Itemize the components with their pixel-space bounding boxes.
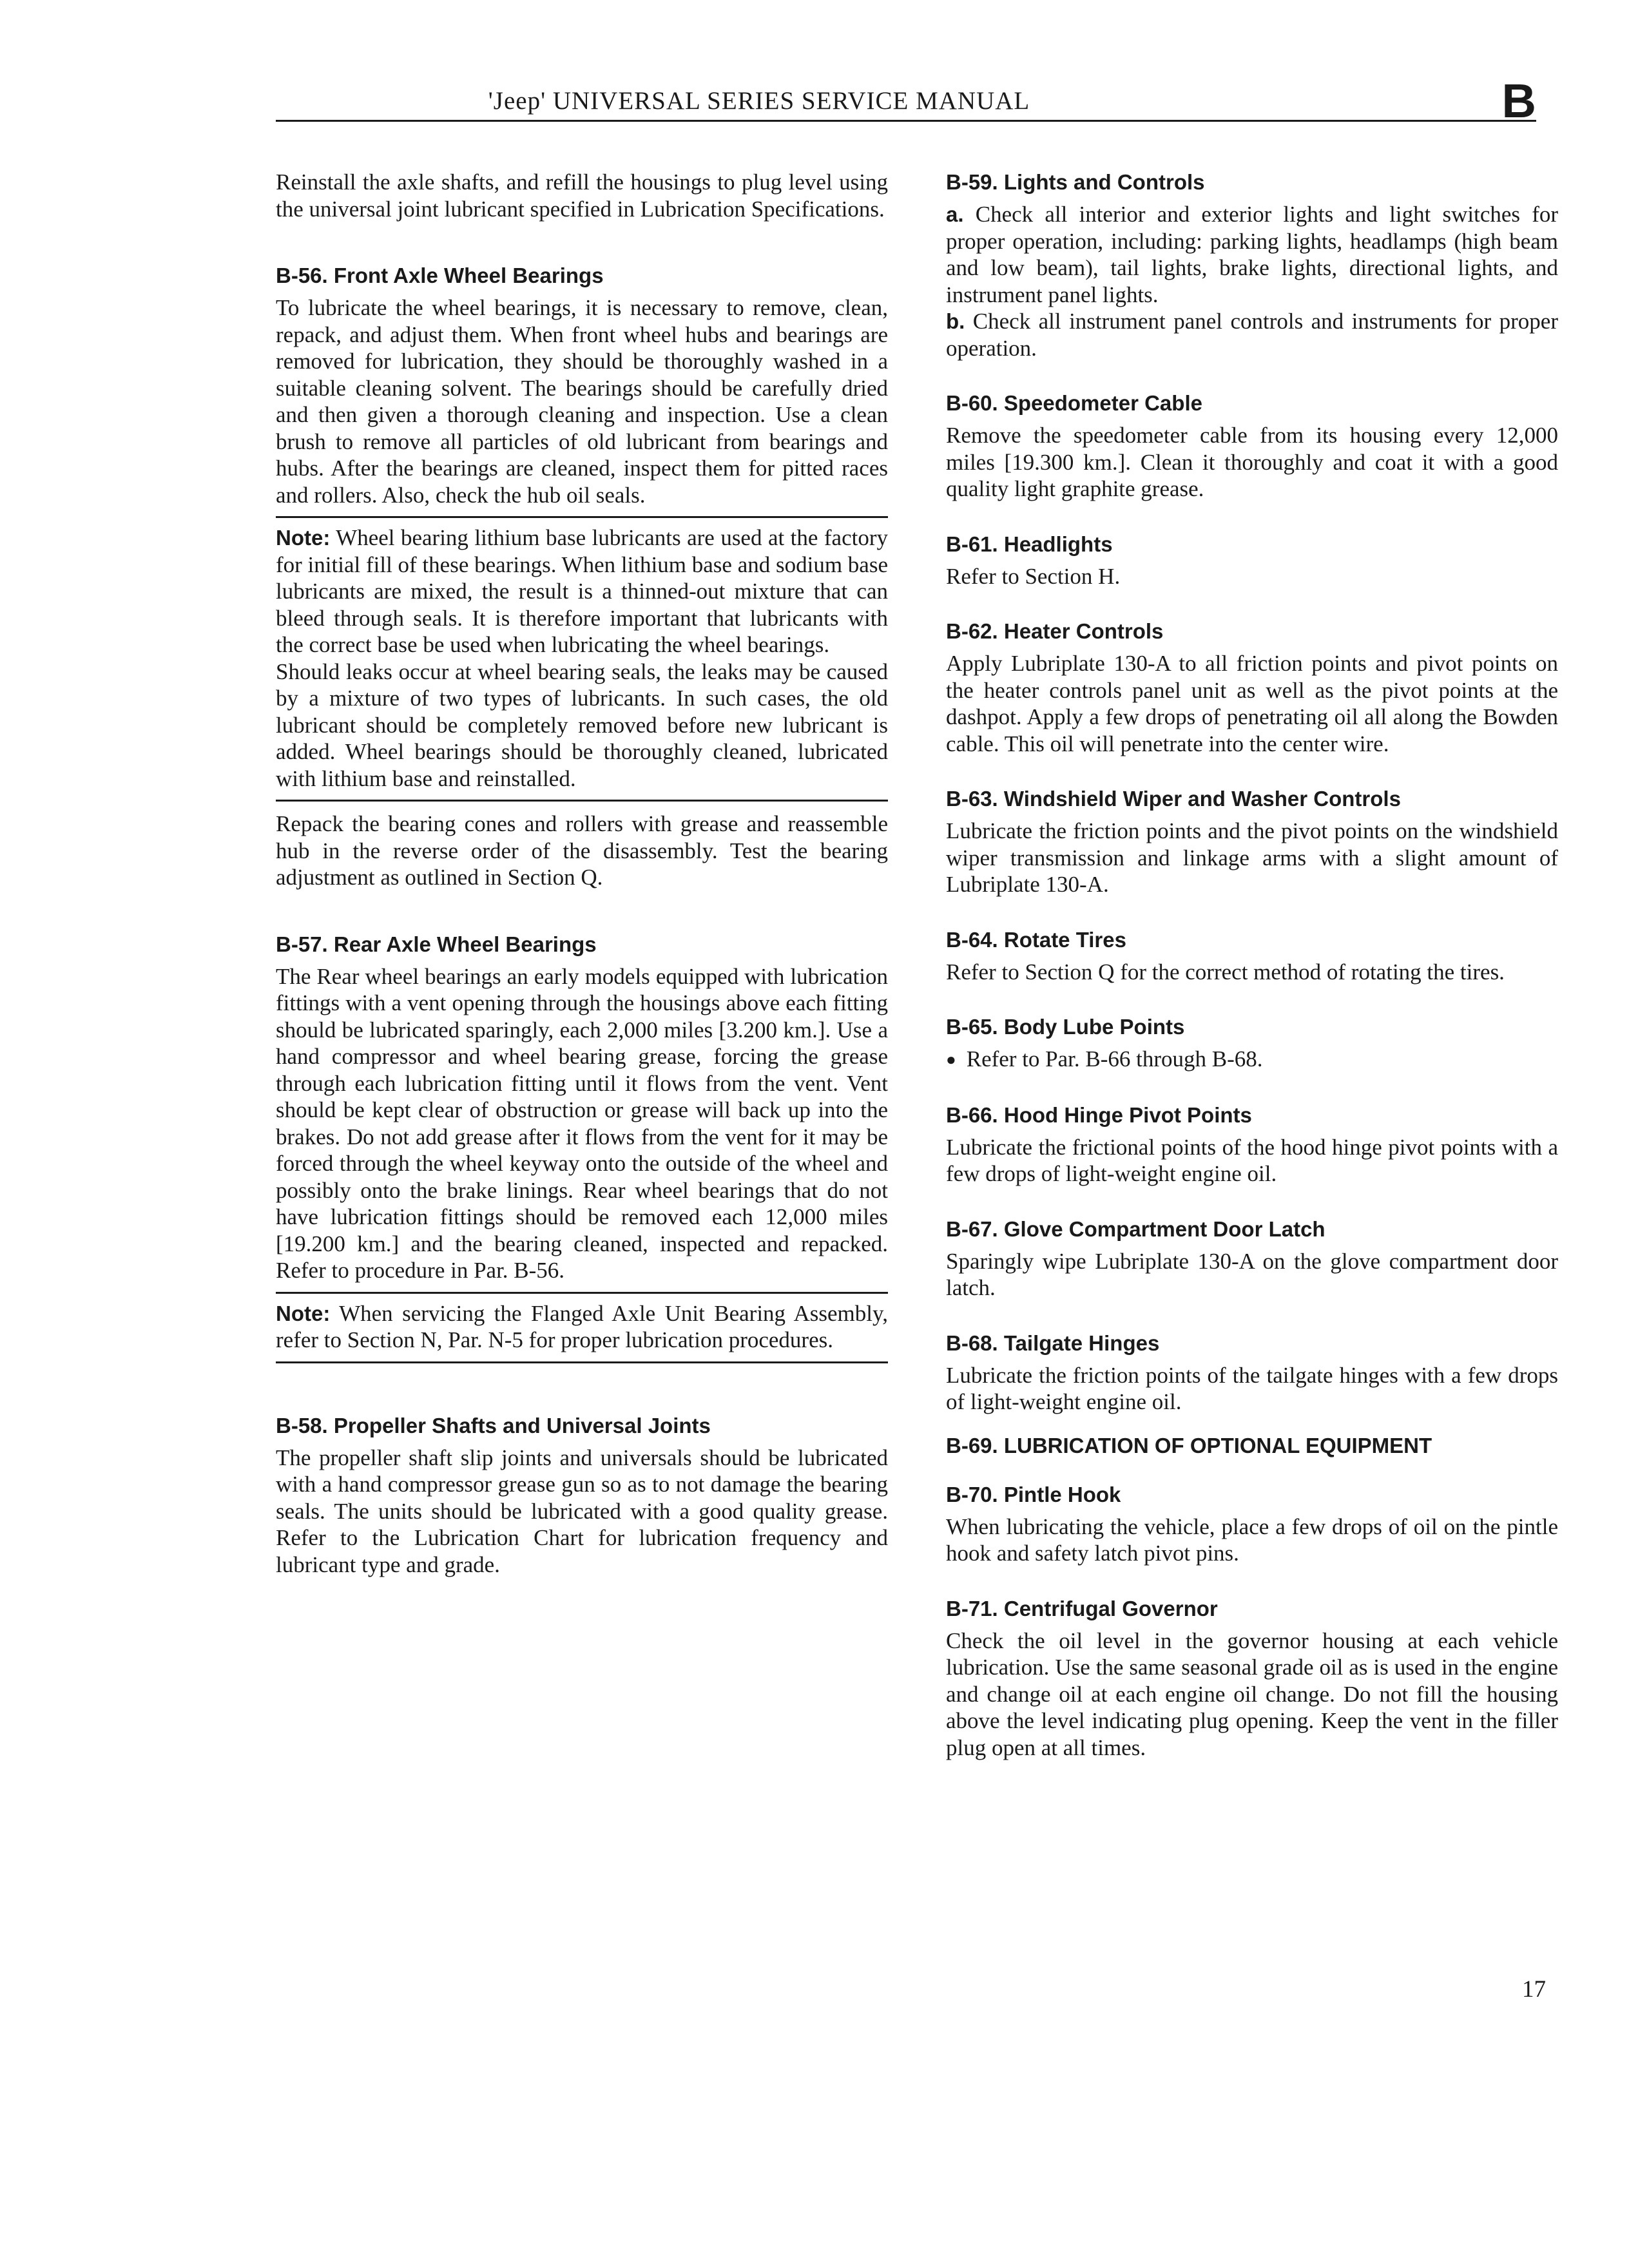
section-letter: B [1501, 74, 1536, 128]
manual-title: 'Jeep' UNIVERSAL SERIES SERVICE MANUAL [488, 87, 1030, 115]
body-b65-text: Refer to Par. B-66 through B-68. [966, 1046, 1263, 1072]
item-label-a: a. [946, 202, 964, 226]
bullet-icon: ● [946, 1050, 956, 1069]
body-b62: Apply Lubriplate 130-A to all friction points and pivot points on the heater controls panel unit as well as the pivot points at the dashpot. Apply a few drops of penetrating oil all along the Bowden cable. This oil will penetrate into the center wire. [946, 651, 1558, 756]
b59-item-a-text: Check all interior and exterior lights and light switches for proper operation, including: parking lights, headlamps (high beam and low beam), tail lights, brake lights, directional lights, and instrument panel lights. [946, 202, 1559, 307]
right-column [946, 169, 1558, 1761]
heading-b57: B-57. Rear Axle Wheel Bearings [276, 932, 597, 956]
body-b56: To lubricate the wheel bearings, it is necessary to remove, clean, repack, and adjust them. When front wheel hubs and bearings are removed for lubrication, they should be thoroughly washed in a suitable cleaning solvent. The bearings should be carefully dried and then given a thorough cleaning and inspection. Use a clean brush to remove all particles of old lubricant from bearings and hubs. After the bearings are cleaned, inspect them for pitted races and rollers. Also, check the hub oil seals. [276, 295, 888, 508]
heading-b62: B-62. Heater Controls [946, 619, 1164, 643]
body-b66: Lubricate the frictional points of the hood hinge pivot points with a few drops of light-weight engine oil. [946, 1134, 1558, 1186]
b59-item-a [946, 201, 1558, 308]
b59-item-b [946, 308, 1558, 361]
body-b60: Remove the speedometer cable from its housing every 12,000 miles [19.300 km.]. Clean it thoroughly and coat it with a good quality light graphite grease. [946, 423, 1558, 501]
body-b68: Lubricate the friction points of the tailgate hinges with a few drops of light-weight engine oil. [946, 1362, 1558, 1414]
note-box-b57 [276, 1292, 888, 1363]
b59-item-b-text: Check all instrument panel controls and instruments for proper operation. [946, 309, 1558, 361]
note-b56-p2: Should leaks occur at wheel bearing seals, the leaks may be caused by a mixture of two types of lubricants. In such cases, the old lubricant should be completely removed before new lubricant is added. Wheel bearings should be thoroughly cleaned, lubricated with lithium base and reinstalled. [276, 658, 888, 791]
note-b57-p1 [276, 1300, 888, 1354]
heading-b69: B-69. LUBRICATION OF OPTIONAL EQUIPMENT [946, 1433, 1432, 1457]
heading-b68: B-68. Tailgate Hinges [946, 1331, 1160, 1355]
heading-b61: B-61. Headlights [946, 532, 1113, 556]
heading-b59: B-59. Lights and Controls [946, 170, 1205, 194]
heading-b56: B-56. Front Axle Wheel Bearings [276, 264, 604, 287]
body-b65 [946, 1046, 1558, 1073]
heading-b65: B-65. Body Lube Points [946, 1015, 1185, 1039]
heading-b67: B-67. Glove Compartment Door Latch [946, 1216, 1325, 1241]
left-column [276, 169, 888, 1578]
note-box-b56 [276, 516, 888, 802]
heading-b64: B-64. Rotate Tires [946, 927, 1126, 952]
heading-b66: B-66. Hood Hinge Pivot Points [946, 1102, 1252, 1127]
note-label: Note: [276, 1301, 331, 1325]
page-header [276, 74, 1536, 128]
body-b61: Refer to Section H. [946, 563, 1121, 589]
heading-b58: B-58. Propeller Shafts and Universal Joints [276, 1413, 711, 1437]
heading-b71: B-71. Centrifugal Governor [946, 1596, 1218, 1620]
note-b56-p1 [276, 524, 888, 658]
body-b64: Refer to Section Q for the correct method of rotating the tires. [946, 959, 1505, 985]
item-label-b: b. [946, 309, 965, 333]
note-b56-text: Wheel bearing lithium base lubricants are used at the factory for initial fill of these bearings. When lithium base and sodium base lubricants are mixed, the result is a thinned-out mixture that can bleed through seals. It is therefore important that lubricants with the correct base be used when lubricating the wheel bearings. [276, 525, 888, 657]
body-b67: Sparingly wipe Lubriplate 130-A on the glove compartment door latch. [946, 1248, 1558, 1300]
body-b70: When lubricating the vehicle, place a few drops of oil on the pintle hook and safety latch pivot pins. [946, 1514, 1558, 1566]
page-number: 17 [1522, 1976, 1546, 2003]
header-rule [276, 120, 1536, 122]
body-b58: The propeller shaft slip joints and universals should be lubricated with a hand compressor grease gun so as to not damage the bearing seals. The units should be lubricated with a good quality grease. Refer to the Lubrication Chart for lubrication frequency and lubricant type and grade. [276, 1445, 888, 1577]
heading-b60: B-60. Speedometer Cable [946, 391, 1202, 415]
note-label: Note: [276, 526, 331, 550]
body-b71: Check the oil level in the governor housing at each vehicle lubrication. Use the same seasonal grade oil as is used in the engine and change oil at each engine oil change. Do not fill the housing above the level indicating plug opening. Keep the vent in the filler plug open at all times. [946, 1628, 1558, 1760]
intro-paragraph: Reinstall the axle shafts, and refill the housings to plug level using the universal joint lubricant specified in Lubrication Specifications. [276, 169, 888, 222]
heading-b63: B-63. Windshield Wiper and Washer Controls [946, 787, 1401, 811]
note-b57-text: When servicing the Flanged Axle Unit Bearing Assembly, refer to Section N, Par. N-5 for proper lubrication procedures. [276, 1300, 888, 1352]
body-b63: Lubricate the friction points and the pivot points on the windshield wiper transmission and linkage arms with a slight amount of Lubriplate 130-A. [946, 818, 1558, 897]
heading-b70: B-70. Pintle Hook [946, 1482, 1121, 1506]
body-b57: The Rear wheel bearings an early models equipped with lubrication fittings with a vent opening through the housings above each fitting should be lubricated sparingly, each 2,000 miles [3.200 km.]. Use a hand compressor and wheel bearing grease, forcing the grease through each lubrication fitting until it flows from the vent. Vent should be kept clear of obstruction or grease will back up into the brakes. Do not add grease after it flows from the vent for it may be forced through the wheel keyway onto the outside of the wheel and possibly onto the brake linings. Rear wheel bearings that do not have lubrication fittings should be removed each 12,000 miles [19.200 km.] and the bearing cleaned, inspected and repacked. Refer to procedure in Par. B-56. [276, 963, 888, 1283]
body-b56-after-note: Repack the bearing cones and rollers with grease and reassemble hub in the reverse order of the disassembly. Test the bearing adjustment as outlined in Section Q. [276, 811, 888, 890]
